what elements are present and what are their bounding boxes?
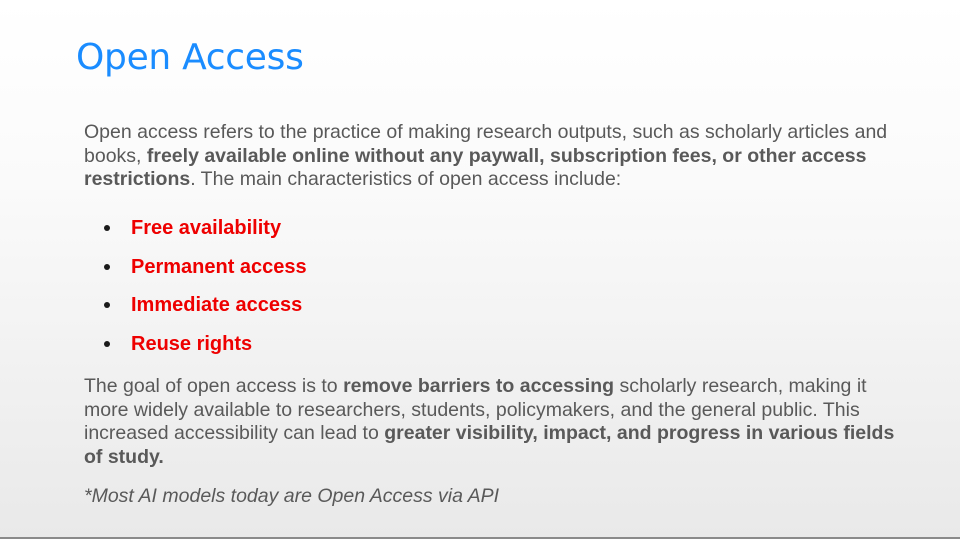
intro-bold-text: freely available online without any paywall, subscription fees, or other access restrictions <box>84 144 867 190</box>
list-item-label: Immediate access <box>131 294 303 317</box>
list-item-label: Permanent access <box>131 255 307 278</box>
intro-text-end: . The main characteristics of open access include: <box>190 168 622 190</box>
characteristics-list <box>104 212 307 366</box>
goal-bold-conclusion: greater visibility, impact, and progress in various fields of study. <box>84 422 895 468</box>
list-item-reuse-rights <box>104 328 307 367</box>
bullet-dot-icon <box>104 302 110 308</box>
bullet-dot-icon <box>104 225 110 231</box>
list-item-label: Free availability <box>131 217 282 239</box>
goal-bold-text: remove barriers to accessing <box>343 375 615 397</box>
goal-paragraph <box>84 375 914 469</box>
list-item-immediate-access <box>104 289 307 328</box>
list-item-label: Reuse rights <box>131 332 253 355</box>
intro-paragraph <box>84 121 914 192</box>
slide-title: Open Access <box>76 37 304 78</box>
goal-text-start: The goal of open access is to <box>84 375 344 397</box>
footnote: *Most AI models today are Open Access via API <box>84 485 500 507</box>
goal-text-middle: scholarly research, making it more widely available to researchers, students, policymakers, and the general public. This increased accessibility can lead to <box>84 375 867 444</box>
bullet-dot-icon <box>104 264 110 270</box>
list-item-permanent-access <box>104 251 307 290</box>
intro-text-start: Open access refers to the practice of making research outputs, such as scholarly articles and books, <box>84 121 888 167</box>
bullet-dot-icon <box>104 341 110 347</box>
list-item-free-availability <box>104 212 307 251</box>
